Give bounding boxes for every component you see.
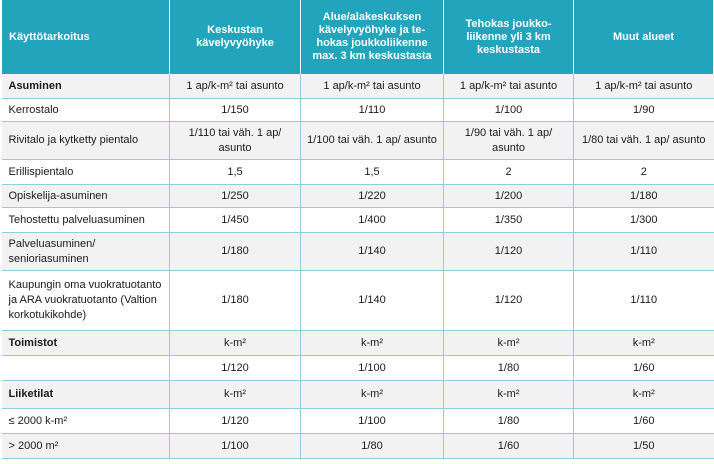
cell-value: 1/300 (574, 208, 714, 233)
row-label: Tehostettu palveluasuminen (2, 208, 170, 233)
cell-value: 1/180 (170, 271, 301, 331)
cell-value: 1/110 (574, 233, 714, 271)
cell-value: 1/60 (574, 409, 714, 434)
row-label: Toimistot (2, 331, 170, 356)
cell-value: k-m² (170, 381, 301, 409)
cell-value: k-m² (444, 381, 574, 409)
cell-value: 1/110 (301, 99, 444, 122)
row-label: Liiketilat (2, 381, 170, 409)
row-label: > 2000 m² (2, 434, 170, 459)
cell-value: 1/90 tai väh. 1 ap/ asunto (444, 122, 574, 160)
cell-value: 1 ap/k-m² tai asunto (301, 74, 444, 99)
parking-norm-table (1, 0, 714, 459)
header-keskustan-kavelyvyohyke (170, 0, 301, 74)
cell-value: 2 (444, 160, 574, 185)
cell-value: 1/350 (444, 208, 574, 233)
cell-value: k-m² (301, 381, 444, 409)
cell-value: 1/60 (444, 434, 574, 459)
cell-value: 1/140 (301, 271, 444, 331)
header-tehokas-joukkoliikenne (444, 0, 574, 74)
header-line: Alue/alakeskuksen (322, 11, 422, 23)
table-row (2, 122, 714, 160)
cell-value: 1/100 (301, 356, 444, 381)
row-label: Erillispientalo (2, 160, 170, 185)
cell-value: 1/180 (574, 185, 714, 208)
header-line: liikenne yli 3 km (466, 30, 551, 43)
cell-value: 1/120 (444, 271, 574, 331)
table-row (2, 74, 714, 99)
row-label (2, 356, 170, 381)
cell-value: 1,5 (301, 160, 444, 185)
table-row (2, 331, 714, 356)
cell-value: 1/180 (170, 233, 301, 271)
cell-value: 1/250 (170, 185, 301, 208)
table-header-row (2, 0, 714, 74)
header-line: max. 3 km keskustasta (312, 50, 432, 62)
cell-value: k-m² (301, 331, 444, 356)
header-kayttotarkoitus (2, 0, 170, 74)
row-label: ≤ 2000 k-m² (2, 409, 170, 434)
table-row (2, 409, 714, 434)
cell-value: 1/100 (444, 99, 574, 122)
table-row (2, 160, 714, 185)
cell-value: 1/80 tai väh. 1 ap/ asunto (574, 122, 714, 160)
row-label: Rivitalo ja kytketty pientalo (2, 122, 170, 160)
table-row (2, 233, 714, 271)
cell-value: 1/50 (574, 434, 714, 459)
cell-value: 1/80 (444, 356, 574, 381)
table-row (2, 99, 714, 122)
cell-value: 1/80 (301, 434, 444, 459)
cell-value: 1/90 (574, 99, 714, 122)
row-label: Asuminen (2, 74, 170, 99)
cell-value: 1,5 (170, 160, 301, 185)
table-row (2, 381, 714, 409)
cell-value: 1 ap/k-m² tai asunto (444, 74, 574, 99)
header-line: Tehokas joukko- (465, 17, 552, 30)
table-row (2, 185, 714, 208)
cell-value: 1/400 (301, 208, 444, 233)
cell-value: 1 ap/k-m² tai asunto (574, 74, 714, 99)
row-label: Kerrostalo (2, 99, 170, 122)
header-line: hokas joukkoliikenne (316, 37, 428, 49)
header-muut-alueet (574, 0, 714, 74)
cell-value: 1/100 (170, 434, 301, 459)
header-line: Keskustan (207, 24, 263, 36)
cell-value: 1/110 (574, 271, 714, 331)
header-line: kävelyvyöhyke ja te- (318, 24, 426, 36)
cell-value: 1/80 (444, 409, 574, 434)
cell-value: 1/140 (301, 233, 444, 271)
header-alakeskus-kavelyvyohyke (301, 0, 444, 74)
header-line: kävelyvyöhyke (196, 37, 274, 49)
cell-value: k-m² (574, 381, 714, 409)
cell-value: 1/60 (574, 356, 714, 381)
cell-value: 2 (574, 160, 714, 185)
cell-value: 1/220 (301, 185, 444, 208)
cell-value: 1/120 (170, 356, 301, 381)
header-line: Muut alueet (612, 30, 675, 43)
table-row (2, 271, 714, 331)
cell-value: 1/110 tai väh. 1 ap/ asunto (170, 122, 301, 160)
header-line: keskustasta (477, 43, 540, 56)
cell-value: 1/200 (444, 185, 574, 208)
cell-value: k-m² (170, 331, 301, 356)
row-label: Palveluasuminen/ senioriasuminen (2, 233, 170, 271)
cell-value: 1/120 (444, 233, 574, 271)
row-label: Opiskelija-asuminen (2, 185, 170, 208)
header-line: Käyttötarkoitus (9, 30, 90, 43)
table-row (2, 208, 714, 233)
cell-value: 1/450 (170, 208, 301, 233)
table-row (2, 434, 714, 459)
row-label: Kaupungin oma vuokratuotanto ja ARA vuokratuotanto (Valtion korkotukikohde) (2, 271, 170, 331)
cell-value: k-m² (574, 331, 714, 356)
table-row (2, 356, 714, 381)
cell-value: 1/150 (170, 99, 301, 122)
cell-value: k-m² (444, 331, 574, 356)
cell-value: 1 ap/k-m² tai asunto (170, 74, 301, 99)
cell-value: 1/100 (301, 409, 444, 434)
cell-value: 1/120 (170, 409, 301, 434)
cell-value: 1/100 tai väh. 1 ap/ asunto (301, 122, 444, 160)
